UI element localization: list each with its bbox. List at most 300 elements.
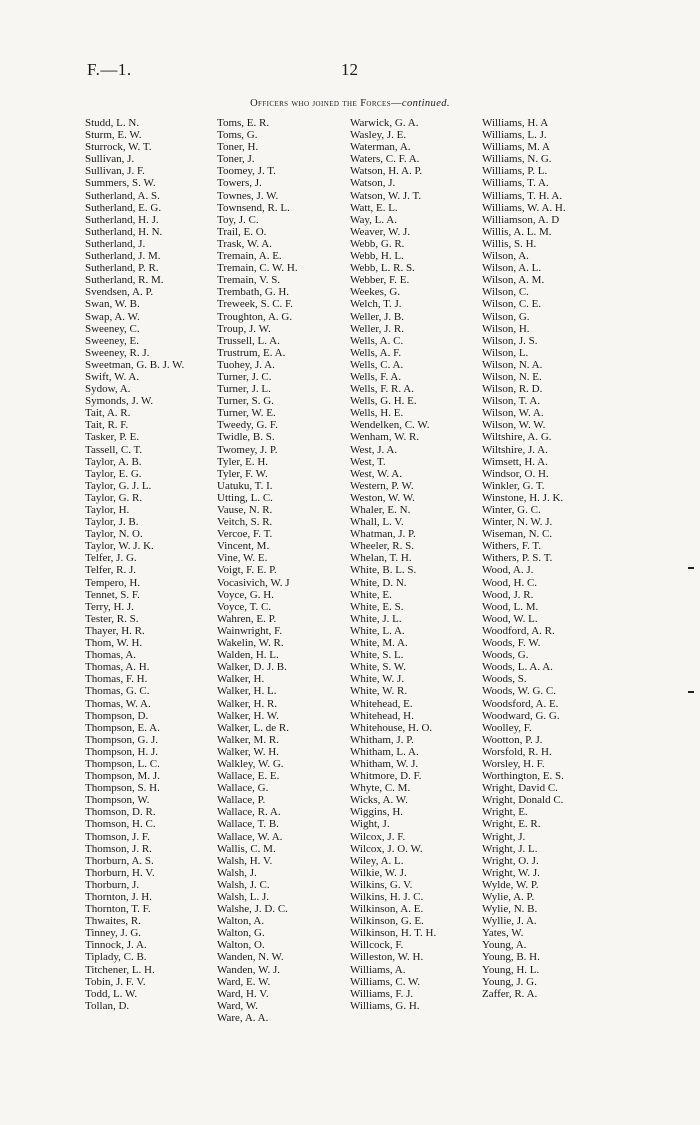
officer-name: Watson, J. — [350, 177, 396, 190]
officer-name: Sutherland, E. G. — [85, 201, 162, 214]
officer-name: Turner, J. C. — [217, 370, 272, 383]
officer-name: Toomey, J. T. — [217, 165, 276, 178]
officer-name: Woodward, G. G. — [482, 709, 560, 722]
officer-name: Ward, W. — [217, 999, 258, 1012]
officer-name: Turner, S. G. — [217, 395, 274, 408]
officer-name: Webb, L. R. S. — [350, 262, 415, 275]
officer-name: Wilkie, W. J. — [350, 866, 407, 879]
officer-name: Wilson, J. S. — [482, 334, 538, 347]
name-column-1 — [85, 117, 225, 1012]
officer-name: Wanden, N. W. — [217, 951, 284, 964]
officer-name: Woolley, F. — [482, 721, 532, 734]
officer-name: Wilson, T. A. — [482, 395, 541, 408]
officer-name: Thompson, G. J. — [85, 733, 159, 746]
officer-name: Wiley, A. L. — [350, 854, 404, 867]
officer-name: Thompson, E. A. — [85, 721, 160, 734]
officer-name: Wanden, W. J. — [217, 963, 280, 976]
officer-name: Toy, J. C. — [217, 213, 259, 226]
officer-name: Wilkinson, G. E. — [350, 915, 424, 928]
officer-name: Wilson, G. — [482, 310, 530, 323]
officer-name: Whitehead, E. — [350, 697, 413, 710]
officer-name: Walsh, L. J. — [217, 891, 269, 903]
officer-name: Turner, W. E. — [217, 407, 276, 420]
officer-name: Sweetman, G. B. J. W. — [85, 358, 185, 371]
officer-name: Whitham, L. A. — [350, 745, 419, 758]
officer-name: Terry, H. J. — [85, 600, 134, 613]
officer-name: Thornton, J. H. — [85, 891, 152, 903]
officer-name: Weller, J. B. — [350, 310, 404, 323]
officer-name: Williams, G. H. — [350, 999, 420, 1012]
officer-name: Warwick, G. A. — [350, 117, 419, 129]
officer-name: Williams, C. W. — [350, 975, 421, 988]
officer-name: Wight, J. — [350, 818, 390, 831]
margin-mark — [688, 567, 694, 569]
officer-name: Wright, W. J. — [482, 866, 540, 879]
officer-name: Wood, J. R. — [482, 588, 534, 601]
section-heading-continued: continued. — [401, 98, 450, 109]
officer-name: Todd, L. W. — [85, 987, 138, 1000]
officer-name: Thornton, T. F. — [85, 903, 151, 916]
officer-name: Walker, L. de R. — [217, 721, 289, 734]
officer-name: Wells, A. C. — [350, 334, 404, 347]
officer-name: Wilson, L. — [482, 346, 529, 359]
officer-name: Young, A. — [482, 939, 527, 952]
officer-name: Walsh, J. — [217, 866, 257, 879]
officer-name: Tuohey, J. A. — [217, 358, 275, 371]
officer-name: Sutherland, J. — [85, 237, 146, 250]
officer-name: Wimsett, H. A. — [482, 455, 548, 468]
name-column-3 — [350, 117, 490, 1012]
officer-name: Zaffer, R. A. — [482, 987, 538, 1000]
officer-name: Windsor, O. H. — [482, 467, 549, 480]
officer-name: Taylor, G. R. — [85, 491, 143, 504]
officer-name: Walsh, H. V. — [217, 854, 273, 867]
officer-name: Thomson, H. C. — [85, 818, 156, 831]
officer-name: Thom, W. H. — [85, 637, 143, 650]
page-header — [0, 60, 700, 82]
officer-name: Sweeney, C. — [85, 322, 140, 335]
officer-name: Watson, H. A. P. — [350, 165, 423, 178]
officer-name: Wallace, W. A. — [217, 830, 283, 843]
officer-name: Winkler, G. T. — [482, 479, 545, 492]
officer-name: Woods, G. — [482, 649, 529, 662]
officer-name: Walsh, J. C. — [217, 878, 270, 891]
officer-name: Wood, L. M. — [482, 600, 539, 613]
officer-name: Western, P. W. — [350, 479, 414, 492]
officer-name: Wasley, J. E. — [350, 129, 407, 142]
officer-name: Vause, N. R. — [217, 504, 273, 516]
officer-name: Yates, W. — [482, 927, 524, 940]
officer-name: Wylie, A. P. — [482, 891, 535, 903]
officer-name: Whelan, T. H. — [350, 552, 412, 565]
officer-name: Wilson, A. M. — [482, 274, 545, 287]
officer-name: Williams, N. G. — [482, 153, 552, 166]
officer-name: Trembath, G. H. — [217, 286, 290, 299]
officer-name: Svendsen, A. P. — [85, 286, 154, 299]
officer-name: Wright, David C. — [482, 782, 558, 795]
officer-name: Wootton, P. J. — [482, 733, 543, 746]
officer-name: Wood, W. L. — [482, 612, 538, 625]
officer-name: Webber, F. E. — [350, 274, 410, 287]
officer-name: Wilson, N. A. — [482, 358, 543, 371]
officer-name: Tester, R. S. — [85, 612, 139, 625]
officer-name: Telfer, J. G. — [85, 552, 137, 565]
officer-name: Williams, A. — [350, 963, 406, 976]
officer-name: Whitehead, H. — [350, 709, 414, 722]
officer-name: Thorburn, A. S. — [85, 854, 154, 867]
officer-name: Wilson, W. W. — [482, 419, 546, 432]
officer-name: Willeston, W. H. — [350, 951, 424, 964]
officer-name: Voigt, F. E. P. — [217, 564, 277, 577]
officer-name: Williams, F. J. — [350, 987, 414, 1000]
officer-name: Tweedy, G. F. — [217, 419, 278, 432]
officer-name: Telfer, R. J. — [85, 564, 137, 577]
officer-name: Walker, H. L. — [217, 685, 277, 698]
officer-name: Tasker, P. E. — [85, 431, 140, 444]
officer-name: Symonds, J. W. — [85, 395, 154, 408]
officer-name: Sutherland, P. R. — [85, 262, 159, 275]
officer-name: Taylor, N. O. — [85, 528, 143, 541]
officer-name: Sullivan, J. F. — [85, 165, 145, 178]
officer-name: Taylor, E. G. — [85, 467, 142, 480]
officer-name: Wilson, C. — [482, 286, 529, 299]
officer-name: Wilkins, H. J. C. — [350, 891, 424, 903]
officer-name: Tollan, D. — [85, 999, 130, 1012]
officer-name: Whall, L. V. — [350, 516, 404, 529]
officer-name: Watt, E. L. — [350, 201, 398, 214]
officer-name: Wiggins, H. — [350, 806, 404, 819]
officer-name: Woodsford, A. E. — [482, 697, 559, 710]
officer-name: Voyce, G. H. — [217, 588, 274, 601]
officer-name: Thomson, J. F. — [85, 830, 150, 843]
officer-name: Tinnock, J. A. — [85, 939, 147, 952]
officer-name: Walton, O. — [217, 939, 265, 952]
officer-name: Vercoe, F. T. — [217, 528, 273, 541]
officer-name: Trussell, L. A. — [217, 334, 280, 347]
officer-name: White, J. L. — [350, 612, 402, 625]
officer-name: Walker, D. J. B. — [217, 661, 287, 674]
officer-name: Thompson, W. — [85, 794, 150, 807]
officer-name: Treweek, S. C. F. — [217, 298, 294, 311]
officer-name: Thomas, G. C. — [85, 685, 150, 698]
officer-name: Trail, E. O. — [217, 225, 267, 238]
officer-name: Wainwright, F. — [217, 624, 283, 637]
officer-name: Wylde, W. P. — [482, 878, 539, 891]
page-number: 12 — [341, 60, 358, 79]
officer-name: Whitham, J. P. — [350, 733, 414, 746]
officer-name: Wright, O. J. — [482, 854, 539, 867]
officer-name: Withers, P. S. T. — [482, 552, 553, 565]
officer-name: Townes, J. W. — [217, 189, 279, 202]
officer-name: Weekes, G. — [350, 286, 401, 299]
officer-name: Utting, L. C. — [217, 491, 273, 504]
officer-name: Wallace, T. B. — [217, 818, 279, 831]
officer-name: Wells, H. E. — [350, 407, 404, 420]
officer-name: White, S. W. — [350, 661, 406, 674]
officer-name: Sturm, E. W. — [85, 129, 142, 142]
officer-name: Toms, G. — [217, 129, 258, 142]
officer-name: Sturrock, W. T. — [85, 141, 152, 154]
officer-name: Weaver, W. J. — [350, 225, 411, 238]
officer-name: Sutherland, R. M. — [85, 274, 164, 287]
officer-name: Studd, L. N. — [85, 117, 140, 129]
officer-name: Titchener, L. H. — [85, 963, 155, 976]
officer-name: Wells, C. A. — [350, 358, 404, 371]
margin-mark — [688, 691, 694, 693]
officer-name: Thompson, D. — [85, 709, 149, 722]
officer-name: White, B. L. S. — [350, 564, 417, 577]
officer-name: Wahren, E. P. — [217, 612, 277, 625]
officer-name: White, S. L. — [350, 649, 404, 662]
officer-name: Welch, T. J. — [350, 298, 402, 311]
officer-name: Sydow, A. — [85, 383, 131, 396]
officer-name: Wright, J. — [482, 830, 526, 843]
officer-name: Thomson, D. R. — [85, 806, 156, 819]
officer-name: Thomas, F. H. — [85, 673, 148, 686]
officer-name: West, T. — [350, 455, 386, 468]
officer-name: Walkley, W. G. — [217, 757, 284, 770]
officer-name: Whitham, W. J. — [350, 757, 419, 770]
officer-name: Wylie, N. B. — [482, 903, 538, 916]
officer-name: Walker, H. W. — [217, 709, 279, 722]
officer-name: White, E. — [350, 588, 392, 601]
officer-name: Wallace, G. — [217, 782, 269, 795]
officer-name: Veitch, S. R. — [217, 516, 273, 529]
officer-name: Wiseman, N. C. — [482, 528, 553, 541]
officer-name: Worsley, H. F. — [482, 757, 545, 770]
officer-name: Willcock, F. — [350, 939, 404, 952]
officer-name: Tobin, J. F. V. — [85, 975, 146, 988]
officer-name: Young, H. L. — [482, 963, 540, 976]
officer-name: Sutherland, H. J. — [85, 213, 159, 226]
officer-name: Thompson, M. J. — [85, 770, 160, 783]
officer-name: Toms, E. R. — [217, 117, 270, 129]
officer-name: Troup, J. W. — [217, 322, 271, 335]
officer-name: Turner, J. L. — [217, 383, 271, 396]
officer-name: Willis, A. L. M. — [482, 225, 552, 238]
officer-name: Wells, F. A. — [350, 370, 402, 383]
officer-name: Thwaites, R. — [85, 915, 141, 928]
officer-name: Young, B. H. — [482, 951, 540, 964]
officer-name: Wood, H. C. — [482, 576, 538, 589]
officer-name: Tait, R. F. — [85, 419, 129, 432]
section-heading — [0, 98, 700, 109]
officer-name: Wells, G. H. E. — [350, 395, 417, 408]
officer-name: Wright, J. L. — [482, 842, 538, 855]
officer-name: Ward, H. V. — [217, 987, 269, 1000]
officer-name: Thayer, H. R. — [85, 624, 145, 637]
officer-name: White, W. R. — [350, 685, 408, 698]
officer-name: Walton, G. — [217, 927, 265, 940]
officer-name: Williams, P. L. — [482, 165, 548, 178]
officer-name: Vincent, M. — [217, 540, 270, 553]
officer-name: Waterman, A. — [350, 141, 411, 154]
officer-name: Woods, L. A. A. — [482, 661, 553, 674]
officer-name: Tinney, J. G. — [85, 927, 142, 940]
officer-name: Sweeney, R. J. — [85, 346, 150, 359]
officer-name: Woodford, A. R. — [482, 624, 555, 637]
officer-name: Winter, N. W. J. — [482, 516, 553, 529]
officer-name: Withers, F. T. — [482, 540, 542, 553]
officer-name: Williams, T. H. A. — [482, 189, 563, 202]
officer-name: White, M. A. — [350, 637, 408, 650]
officer-name: Wilcox, J. F. — [350, 830, 406, 843]
officer-name: Thomas, A. H. — [85, 661, 150, 674]
officer-name: Wyllie, J. A. — [482, 915, 537, 928]
officer-name: Wilson, C. E. — [482, 298, 542, 311]
officer-name: Williamson, A. D — [482, 213, 560, 226]
officer-name: Thompson, H. J. — [85, 745, 159, 758]
officer-name: Wilson, A. L. — [482, 262, 542, 275]
officer-name: Whyte, C. M. — [350, 782, 411, 795]
officer-name: West, W. A. — [350, 467, 402, 480]
officer-name: White, W. J. — [350, 673, 405, 686]
officer-name: Watson, W. J. T. — [350, 189, 422, 202]
officer-name: Tremain, A. E. — [217, 250, 282, 263]
officer-name: Ward, E. W. — [217, 975, 271, 988]
document-reference: F.—1. — [87, 60, 132, 79]
officer-name: Twidle, B. S. — [217, 431, 275, 444]
officer-name: Wiltshire, A. G. — [482, 431, 552, 444]
officer-name: Sutherland, H. N. — [85, 225, 163, 238]
officer-name: Taylor, A. B. — [85, 455, 142, 468]
officer-name: Wright, E. — [482, 806, 528, 819]
officer-name: Wells, F. R. A. — [350, 383, 414, 396]
officer-name: Willis, S. H. — [482, 237, 537, 250]
officer-name: Woods, W. G. C. — [482, 685, 556, 698]
officer-name: Taylor, W. J. K. — [85, 540, 154, 553]
officer-name: Taylor, H. — [85, 504, 130, 516]
officer-name: Wallace, E. E. — [217, 770, 280, 783]
officer-name: Woods, S. — [482, 673, 527, 686]
officer-name: Tempero, H. — [85, 576, 141, 589]
officer-name: Wilson, W. A. — [482, 407, 544, 420]
officer-name: Walshe, J. D. C. — [217, 903, 288, 916]
section-heading-text: Officers who joined the Forces— — [250, 98, 402, 109]
officer-name: Woods, F. W. — [482, 637, 541, 650]
officer-name: Townsend, R. L. — [217, 201, 290, 214]
officer-name: Walker, W. H. — [217, 745, 279, 758]
officer-name: Sutherland, A. S. — [85, 189, 160, 202]
officer-name: Toner, H. — [217, 141, 259, 154]
officer-name: Wendelken, C. W. — [350, 419, 430, 432]
officer-name: Thompson, S. H. — [85, 782, 160, 795]
officer-name: Vine, W. E. — [217, 552, 268, 565]
officer-name: Wilson, A. — [482, 250, 529, 263]
officer-name: White, E. S. — [350, 600, 404, 613]
officer-name: Tyler, F. W. — [217, 467, 268, 480]
officer-name: Thorburn, J. — [85, 878, 140, 891]
officer-name: Tennet, S. F. — [85, 588, 140, 601]
officer-name: Wells, A. F. — [350, 346, 402, 359]
officer-name: Thomson, J. R. — [85, 842, 152, 855]
officer-name: Whatman, J. P. — [350, 528, 416, 541]
officer-name: Whaler, E. N. — [350, 504, 411, 516]
officer-name: Summers, S. W. — [85, 177, 156, 190]
officer-name: Tait, A. R. — [85, 407, 131, 420]
officer-name: Trustrum, E. A. — [217, 346, 286, 359]
officer-name-columns — [85, 117, 605, 1077]
officer-name: Walden, H. L. — [217, 649, 279, 662]
officer-name: Wiltshire, J. A. — [482, 443, 548, 456]
officer-name: Swift, W. A. — [85, 370, 140, 383]
officer-name: Walker, H. — [217, 673, 265, 686]
officer-name: Whitehouse, H. O. — [350, 721, 433, 734]
officer-name: Wilcox, J. O. W. — [350, 842, 423, 855]
officer-name: Towers, J. — [217, 177, 262, 190]
officer-name: Wright, Donald C. — [482, 794, 564, 807]
officer-name: Wallace, P. — [217, 794, 266, 807]
officer-name: Uatuku, T. I. — [217, 479, 273, 492]
name-column-2 — [217, 117, 357, 1024]
officer-name: Troughton, A. G. — [217, 310, 293, 323]
officer-name: Wicks, A. W. — [350, 794, 408, 807]
officer-name: West, J. A. — [350, 443, 398, 456]
officer-name: Weston, W. W. — [350, 491, 415, 504]
officer-name: Wood, A. J. — [482, 564, 534, 577]
officer-name: Tassell, C. T. — [85, 443, 143, 456]
officer-name: Taylor, G. J. L. — [85, 479, 152, 492]
officer-name: Thomas, W. A. — [85, 697, 151, 710]
officer-name: Tyler, E. H. — [217, 455, 269, 468]
officer-name: Webb, H. L. — [350, 250, 404, 263]
officer-name: Taylor, J. B. — [85, 516, 139, 529]
officer-name: Thomas, A. — [85, 649, 137, 662]
officer-name: Williams, T. A. — [482, 177, 549, 190]
officer-name: Tremain, C. W. H. — [217, 262, 298, 275]
officer-name: Swap, A. W. — [85, 310, 140, 323]
officer-name: Way, L. A. — [350, 213, 397, 226]
officer-name: Walton, A. — [217, 915, 265, 928]
officer-name: Sullivan, J. — [85, 153, 135, 166]
officer-name: Worsfold, R. H. — [482, 745, 552, 758]
officer-name: Tiplady, C. B. — [85, 951, 147, 964]
officer-name: Weller, J. R. — [350, 322, 404, 335]
officer-name: Sweeney, E. — [85, 334, 139, 347]
officer-name: Sutherland, J. M. — [85, 250, 161, 263]
officer-name: Trask, W. A. — [217, 237, 272, 250]
officer-name: Winter, G. C. — [482, 504, 541, 516]
officer-name: Waters, C. F. A. — [350, 153, 420, 166]
name-column-4 — [482, 117, 622, 1000]
officer-name: White, L. A. — [350, 624, 405, 637]
officer-name: Williams, M. A — [482, 141, 551, 154]
officer-name: Wheeler, R. S. — [350, 540, 415, 553]
officer-name: Voyce, T. C. — [217, 600, 272, 613]
officer-name: Whitmore, D. F. — [350, 770, 422, 783]
officer-name: Wakelin, W. R. — [217, 637, 284, 650]
officer-name: Wilkinson, A. E. — [350, 903, 424, 916]
officer-name: Williams, L. J. — [482, 129, 547, 142]
officer-name: Webb, G. R. — [350, 237, 405, 250]
officer-name: Thompson, L. C. — [85, 757, 160, 770]
officer-name: Wallis, C. M. — [217, 842, 276, 855]
officer-name: Young, J. G. — [482, 975, 537, 988]
officer-name: Williams, W. A. H. — [482, 201, 566, 214]
officer-name: Vocasivich, W. J — [217, 576, 290, 589]
officer-name: Wilson, N. E. — [482, 370, 542, 383]
officer-name: Twomey, J. P. — [217, 443, 278, 456]
officer-name: Williams, H. A — [482, 117, 549, 129]
officer-name: Wilkins, G. V. — [350, 878, 413, 891]
officer-name: Worthington, E. S. — [482, 770, 564, 783]
officer-name: Wenham, W. R. — [350, 431, 420, 444]
officer-name: Walker, H. R. — [217, 697, 278, 710]
officer-name: Wilson, H. — [482, 322, 530, 335]
officer-name: Thorburn, H. V. — [85, 866, 155, 879]
officer-name: Walker, M. R. — [217, 733, 279, 746]
officer-name: Toner, J. — [217, 153, 255, 166]
